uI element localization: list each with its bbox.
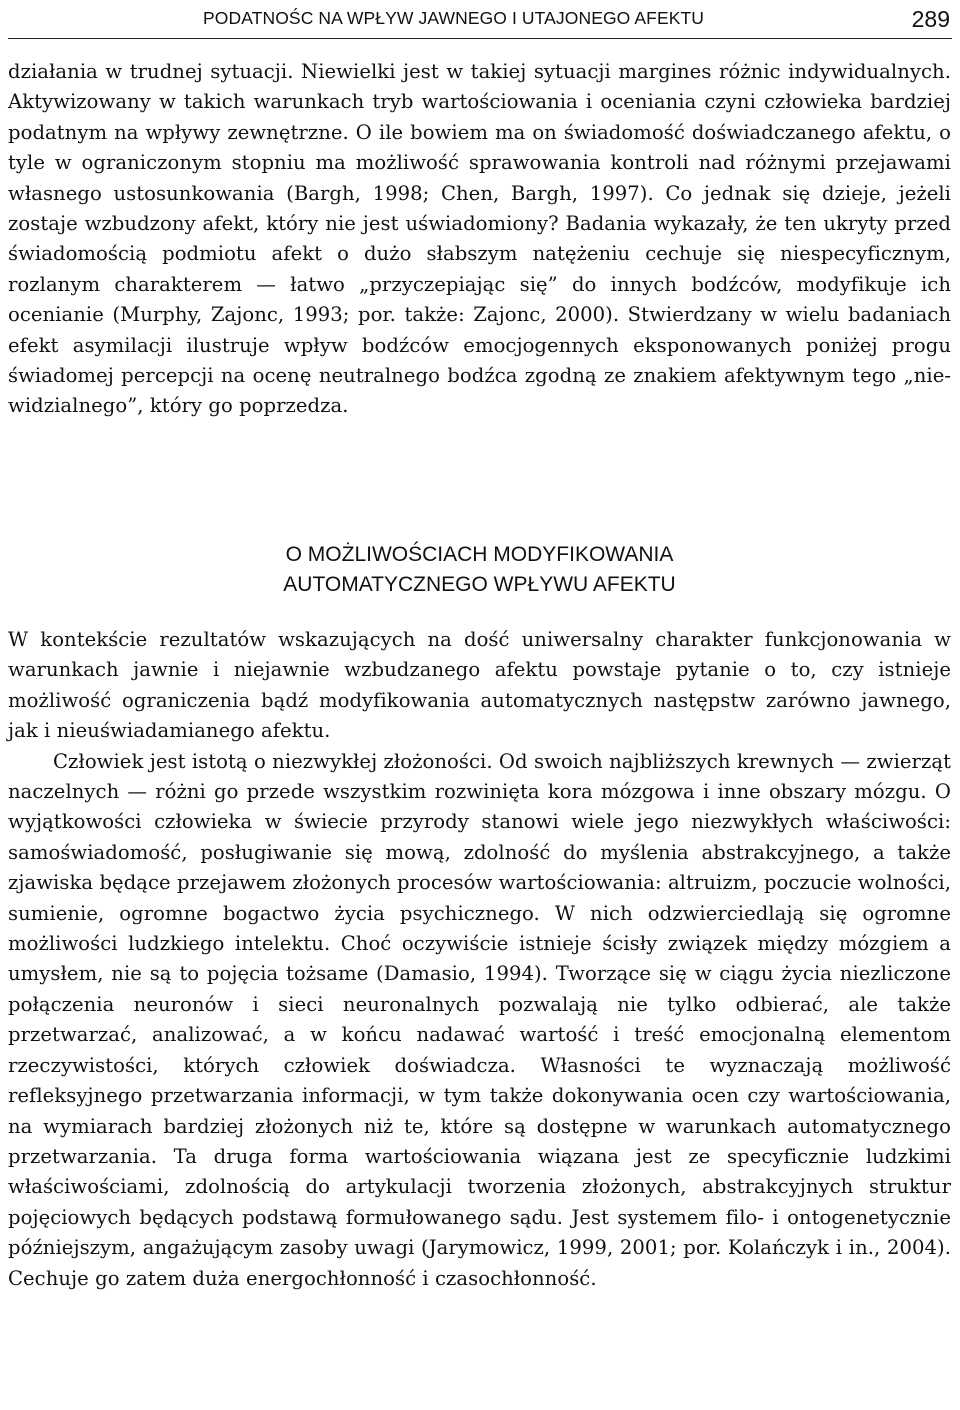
section-heading [8, 540, 951, 600]
running-title: PODATNOŚC NA WPŁYW JAWNEGO I UTAJONEGO AFEKTU [203, 8, 705, 28]
section-heading-line-2: AUTOMATYCZNEGO WPŁYWU AFEKTU [283, 573, 676, 596]
section-body [8, 625, 951, 1294]
intro-text-block [8, 57, 951, 422]
section-heading-line-1: O MOŻLIWOŚCIACH MODYFIKOWANIA [285, 543, 674, 566]
paragraph-intro: działania w trudnej sytuacji. Niewielki jest w takiej sytuacji margines różnic indywidualnych. Aktywizowany w takich warunkach tryb wartościowania i oceniania czyni człowieka bardziej podatnym na wpływy zewnętrzne. O ile bowiem ma on świadomość doświadczanego afektu, o tyle w ograniczonym stopniu ma możliwość sprawowania kontroli nad różnymi przejawami własnego ustosunkowania (Bargh, 1998; Chen, Bargh, 1997). Co jednak się dzieje, jeżeli zostaje wzbudzony afekt, który nie jest uświadomiony? Badania wykazały, że ten ukryty przed świadomością podmiotu afekt o dużo słabszym natężeniu cechuje się niespecyficznym, rozlanym charakterem — łatwo „przyczepiając się” do innych bodźców, modyfikuje ich ocenianie (Murphy, Zajonc, 1993; por. także: Zajonc, 2000). Stwierdzany w wielu badaniach efekt asymilacji ilustruje wpływ bodźców emocjogennych eksponowanych poniżej progu świadomej percepcji na ocenę neutralnego bodźca zgodną ze znakiem afektywnym tego „niewidzialnego”, który go poprzedza. [8, 60, 951, 418]
paragraph-section-1: W kontekście rezultatów wskazujących na dość uniwersalny charakter funkcjonowania w warunkach jawnie i niejawnie wzbudzanego afektu powstaje pytanie o to, czy istnieje możliwość ograniczenia bądź modyfikowania automatycznych następstw zarówno jawnego, jak i nieuświadamianego afektu. [8, 628, 951, 743]
paragraph-section-2: Człowiek jest istotą o niezwykłej złożoności. Od swoich najbliższych krewnych — zwierząt naczelnych — różni go przede wszystkim rozwinięta kora mózgowa i inne obszary mózgu. O wyjątkowości człowieka w świecie przyrody stanowi wiele jego niezwykłych właściwości: samoświadomość, posługiwanie się mową, zdolność do myślenia abstrakcyjnego, a także zjawiska będące przejawem złożonych procesów wartościowania: altruizm, poczucie wolności, sumienie, ogromne bogactwo życia psychicznego. W nich odzwierciedlają się ogromne możliwości ludzkiego intelektu. Choć oczywiście istnieje ścisły związek między mózgiem a umysłem, nie są to pojęcia tożsame (Damasio, 1994). Tworzące się w ciągu życia niezliczone połączenia neuronów i sieci neuronalnych pozwalają nie tylko odbierać, ale także przetwarzać, analizować, a w końcu nadawać wartość i treść emocjonalną elementom rzeczywistości, których człowiek doświadcza. Własności te wyznaczają możliwość refleksyjnego przetwarzania informacji, w tym także dokonywania ocen czy wartościowania, na wymiarach bardziej złożonych niż te, które są dostępne w warunkach automatycznego przetwarzania. Ta druga forma wartościowania wiązana jest ze specyficznie ludzkimi właściwościami, zdolnością do artykulacji tworzenia złożonych, abstrakcyjnych struktur pojęciowych będących podstawą formułowanego sądu. Jest systemem filo- i ontogenetycznie późniejszym, angażującym zasoby uwagi (Jarymowicz, 1999, 2001; por. Kolańczyk i in., 2004). Cechuje go zatem duża energochłonność i czasochłonność. [8, 749, 951, 1290]
page-number: 289 [911, 6, 950, 32]
running-header [8, 2, 952, 39]
